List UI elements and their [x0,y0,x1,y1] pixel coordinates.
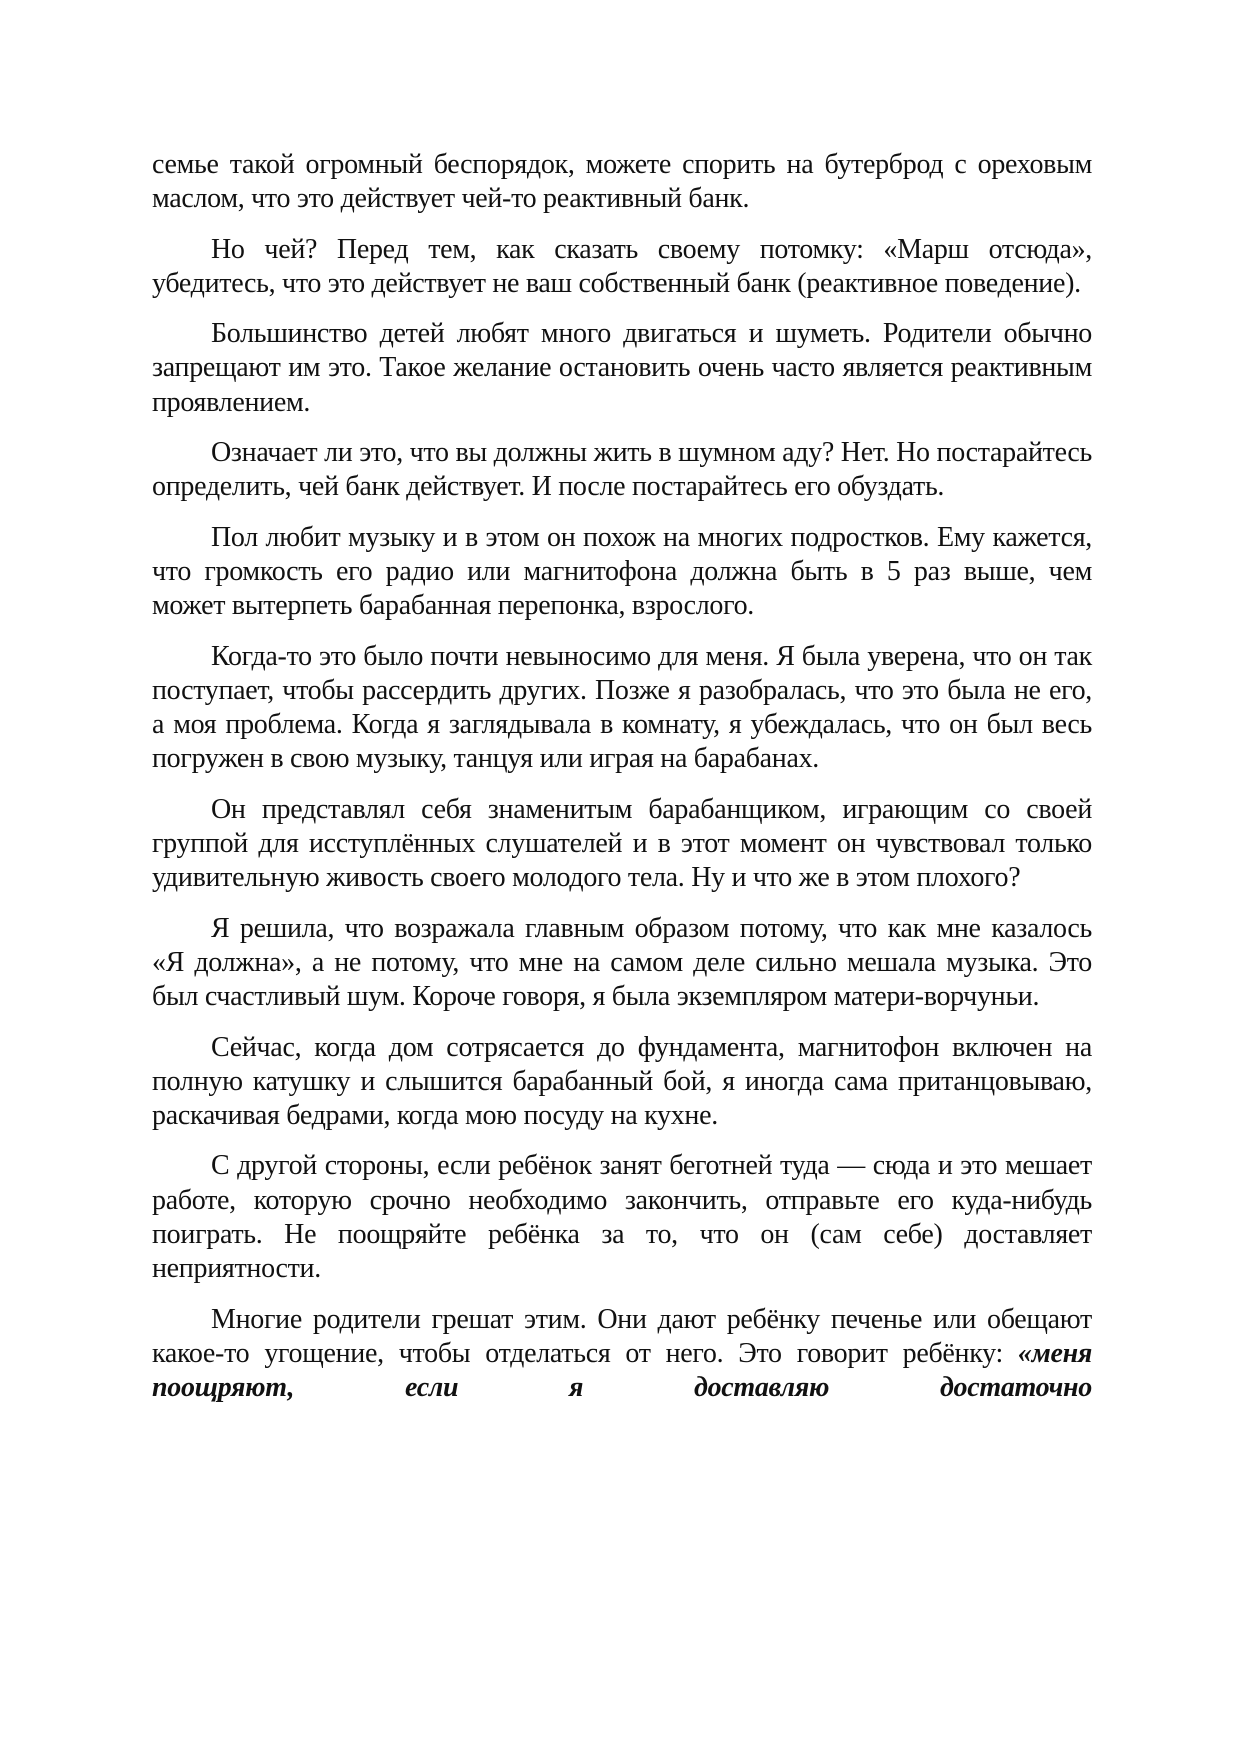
paragraph-7: Он представлял себя знаменитым барабанщиком, играющим со своей группой для исступлённых слушателей и в этот момент он чувствовал только удивительную живость своего молодого тела. Ну и что же в этом плохого? [152,793,1092,894]
paragraph-2: Но чей? Перед тем, как сказать своему потомку: «Марш отсюда», убедитесь, что это действует не ваш собственный банк (реактивное поведение). [152,233,1092,299]
document-page [152,148,1092,1422]
paragraph-9: Сейчас, когда дом сотрясается до фундамента, магнитофон включен на полную катушку и слышится барабанный бой, я иногда сама пританцовываю, раскачивая бедрами, когда мою посуду на кухне. [152,1031,1092,1132]
paragraph-5: Пол любит музыку и в этом он похож на многих подростков. Ему кажется, что громкость его радио или магнитофона должна быть в 5 раз выше, чем может вытерпеть барабанная перепонка, взрослого. [152,521,1092,622]
paragraph-10: С другой стороны, если ребёнок занят беготней туда — сюда и это мешает работе, которую срочно необходимо закончить, отправьте его куда-нибудь поиграть. Не поощряйте ребёнка за то, что он (сам себе) доставляет неприятности. [152,1150,1092,1285]
paragraph-1: семье такой огромный беспорядок, можете спорить на бутерброд с ореховым маслом, что это действует чей-то реактивный банк. [152,149,1092,215]
paragraph-4: Означает ли это, что вы должны жить в шумном аду? Нет. Но постарайтесь определить, чей банк действует. И после постарайтесь его обуздать. [152,437,1092,503]
paragraph-3: Большинство детей любят много двигаться и шуметь. Родители обычно запрещают им это. Такое желание остановить очень часто является реактивным проявлением. [152,318,1092,418]
paragraph-11 [152,1303,1092,1406]
paragraph-11-plain: Многие родители грешат этим. Они дают ребёнку печенье или обещают какое-то угощение, чтобы отделаться от него. Это говорит ребёнку: [152,1303,1092,1369]
paragraph-8: Я решила, что возражала главным образом потому, что как мне казалось «Я должна», а не потому, что мне на самом деле сильно мешала музыка. Это был счастливый шум. Короче говоря, я была экземпляром матери-ворчуньи. [152,912,1092,1013]
emphasized-quote: «меня поощряют, если я доставляю достаточно [152,1337,1092,1404]
paragraph-6: Когда-то это было почти невыносимо для меня. Я была уверена, что он так поступает, чтобы рассердить других. Позже я разобралась, что это была не его, а моя проблема. Когда я заглядывала в комнату, я убеждалась, что он был весь погружен в свою музыку, танцуя или играя на барабанах. [152,640,1092,775]
